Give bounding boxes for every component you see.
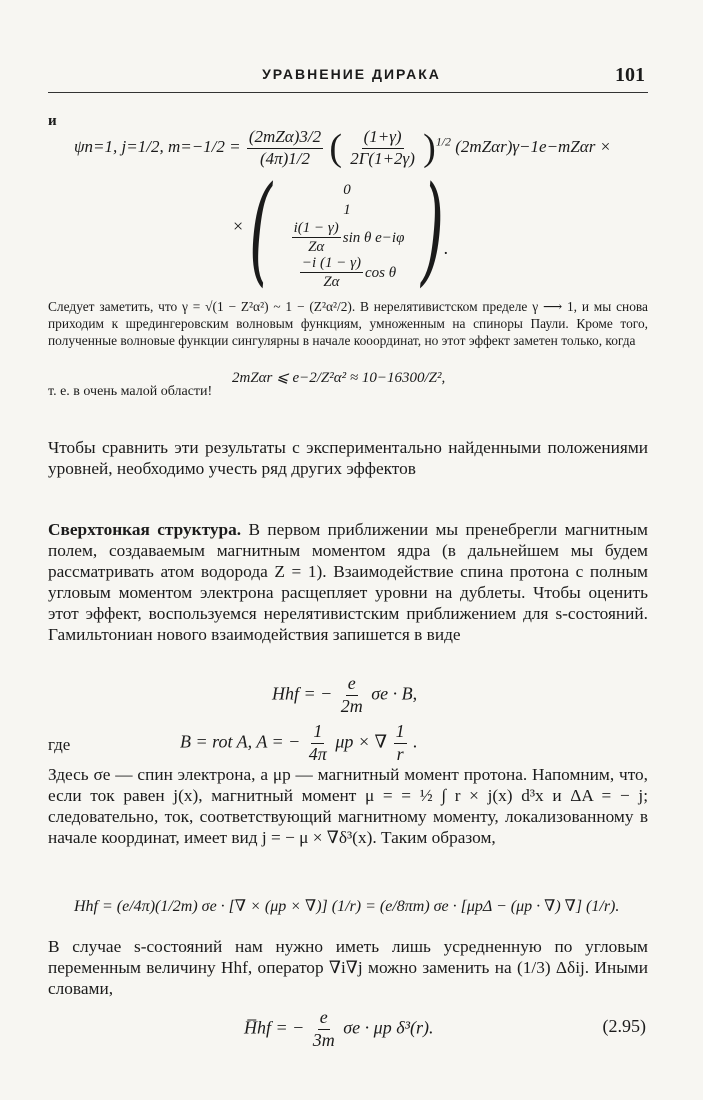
running-title: УРАВНЕНИЕ ДИРАКА xyxy=(262,66,441,82)
hyperfine-body: В первом приближении мы пренебрегли магнитным полем, создаваемым магнитным моментом ядра (в дальнейшем мы будем рассматривать атом водорода Z = 1). Взаимодействие спина протона с полным угловым моментом электрона расщепляет уровни на дублеты. Чтобы оценить этот эффект, воспользуемся нерелятивистским приближением для s-состояний. Гамильтониан нового взаимодействия запишется в виде xyxy=(48,520,648,644)
psi-frac2 xyxy=(348,128,417,168)
hhf-frac xyxy=(339,674,365,717)
psi-frac2-den: 2Γ(1+2γ) xyxy=(350,148,415,168)
b-a-frac2-den: r xyxy=(396,743,404,764)
hyperfine-heading: Сверхтонкая структура. xyxy=(48,520,242,539)
equation-b-a xyxy=(180,722,418,765)
b-a-frac2 xyxy=(394,722,407,765)
spinor-row-3 xyxy=(269,220,425,255)
hhf-frac-den: 2m xyxy=(340,695,363,716)
psi-frac1-den: (4π)1/2 xyxy=(259,148,310,168)
hhf-rhs: σe · B, xyxy=(371,683,418,704)
psi-tail: (2mZαr)γ−1e−mZαr × xyxy=(455,136,612,156)
b-a-end: . xyxy=(413,731,418,752)
b-a-part2: μp × ∇ xyxy=(335,731,388,752)
page-number: 101 xyxy=(615,64,645,86)
header-rule xyxy=(48,92,648,93)
b-a-frac2-num: 1 xyxy=(394,722,407,744)
spinor-row4-frac xyxy=(300,255,363,291)
spinor-row3-tail: sin θ e−iφ xyxy=(342,229,405,246)
b-a-frac1-den: 4π xyxy=(308,743,327,764)
psi-frac1-num: (2mZα)3/2 xyxy=(247,128,323,149)
note-conclusion: т. е. в очень малой области! xyxy=(48,384,213,399)
spinor-times: × xyxy=(233,216,244,236)
b-a-part1: B = rot A, A = − xyxy=(180,731,301,752)
psi-lhs: ψn=1, j=1/2, m=−1/2 = xyxy=(74,136,241,156)
note-equation: 2mZαr ⩽ e−2/Z²α² ≈ 10−16300/Z², xyxy=(232,370,446,386)
spinor-row4-den: Zα xyxy=(323,274,340,290)
spinor-row-4 xyxy=(269,255,425,290)
final-lhs: H̅hf = − xyxy=(244,1017,305,1038)
final-frac-num: e xyxy=(318,1008,330,1030)
spinor-row-1: 0 xyxy=(343,182,351,198)
equation-hhf-long: Hhf = (e/4π)(1/2m) σe · [∇ × (μp × ∇)] (1/r) = (e/8πm) σe · [μpΔ − (μp · ∇) ∇] (1/r). xyxy=(74,898,620,915)
conjunction-i: и xyxy=(48,113,57,129)
paragraph-s-states: В случае s-состояний нам нужно иметь лишь усредненную по угловым переменным величину Hhf, оператор ∇i∇j можно заменить на (1/3) Δδij. Иными словами, xyxy=(48,937,648,998)
final-frac-den: 3m xyxy=(312,1029,335,1050)
spinor-row-2: 1 xyxy=(343,202,351,218)
spinor-row4-num: −i (1 − γ) xyxy=(300,255,363,274)
final-rhs: σe · μp δ³(r). xyxy=(343,1017,434,1038)
psi-equation: ψn=1, j=1/2, m=−1/2 = $\frac{\text{(2mZα)3/2}}{(4\pi)1/2}$ ( $\frac{(1+\gamma)}{2\Gamma(1+2\gamma)}$ )$^{1/2}$ (2mZαr)γ−1e−mZαr × xyxy=(74,126,612,169)
paragraph-here: Здесь σe — спин электрона, а μp — магнитный момент протона. Напомним, что, если ток равен j(x), магнитный момент μ = = ½ ∫ r × j(x) d³x и ΔA = − j; следовательно, ток, соответствующий магнитному моменту, локализованному в начале координат, имеет вид j = − μ × ∇δ³(x). Таким образом, xyxy=(48,765,648,847)
paragraph-compare: Чтобы сравнить эти результаты с экспериментально найденными положениями уровней, необходимо учесть ряд других эффектов xyxy=(48,438,648,478)
spinor-row4-tail: cos θ xyxy=(364,264,397,281)
hhf-frac-num: e xyxy=(346,674,358,696)
equation-hhf xyxy=(272,674,417,717)
spinor-dot: . xyxy=(444,238,449,258)
b-a-frac1-num: 1 xyxy=(311,722,324,744)
spinor-row3-num: i(1 − γ) xyxy=(292,220,341,239)
psi-power: 1/2 xyxy=(435,134,452,149)
spinor-block xyxy=(233,160,463,298)
paragraph-hyperfine xyxy=(48,519,648,645)
b-a-frac1 xyxy=(307,722,329,765)
note-paragraph: Следует заметить, что γ = √(1 − Z²α²) ~ 1 − (Z²α²/2). В нерелятивистском пределе γ ⟶ 1, и мы снова приходим к шредингеровским волновым функциям, умноженным на спиноры Паули. Кроме того, полученные волновые функции сингулярны в начале кооординат, но этот эффект заметен только, когда xyxy=(48,299,648,348)
spinor-row3-frac xyxy=(292,220,341,256)
final-frac xyxy=(311,1008,337,1051)
equation-2-95 xyxy=(244,1008,433,1051)
equation-number: (2.95) xyxy=(602,1016,646,1036)
hhf-lhs: Hhf = − xyxy=(272,683,333,704)
spinor-left-paren: ( xyxy=(249,160,273,298)
where-label: где xyxy=(48,735,71,754)
spinor-rows xyxy=(269,180,425,290)
spinor-right-paren: ) xyxy=(421,160,445,298)
psi-frac2-num: (1+γ) xyxy=(362,128,404,149)
spinor-row3-den: Zα xyxy=(308,239,325,255)
